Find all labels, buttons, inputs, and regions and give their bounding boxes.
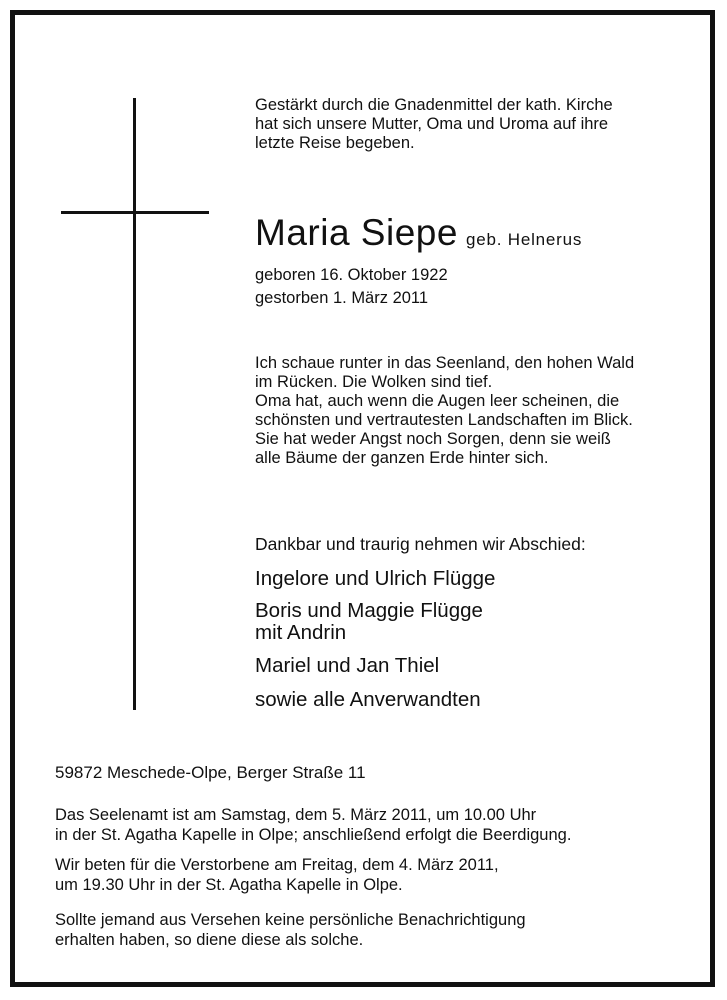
family-list xyxy=(255,566,495,712)
family-member: Mariel und Jan Thiel xyxy=(255,654,440,677)
notice-info xyxy=(55,910,526,950)
cross-icon-vertical-bar xyxy=(133,98,136,710)
poem-line: alle Bäume der ganzen Erde hinter sich. xyxy=(255,449,549,467)
poem-line: schönsten und vertrautesten Landschaften im Blick. xyxy=(255,411,633,429)
intro-line: hat sich unsere Mutter, Oma und Uroma auf ihre xyxy=(255,115,609,133)
intro-text xyxy=(255,96,613,153)
poem-line: Sie hat weder Angst noch Sorgen, denn sie weiß xyxy=(255,430,611,448)
deceased-name: Maria Siepe xyxy=(255,212,458,253)
birth-date: geboren 16. Oktober 1922 xyxy=(255,266,448,284)
service-line: in der St. Agatha Kapelle in Olpe; anschließend erfolgt die Beerdigung. xyxy=(55,826,572,844)
intro-line: Gestärkt durch die Gnadenmittel der kath. Kirche xyxy=(255,96,613,114)
family-member: Ingelore und Ulrich Flügge xyxy=(255,567,496,590)
thanks-heading: Dankbar und traurig nehmen wir Abschied: xyxy=(255,534,586,554)
prayer-line: Wir beten für die Verstorbene am Freitag, dem 4. März 2011, xyxy=(55,856,499,874)
poem-line: im Rücken. Die Wolken sind tief. xyxy=(255,373,493,391)
service-line: Das Seelenamt ist am Samstag, dem 5. März 2011, um 10.00 Uhr xyxy=(55,806,537,824)
death-date: gestorben 1. März 2011 xyxy=(255,289,429,307)
poem-line: Ich schaue runter in das Seenland, den hohen Wald xyxy=(255,354,635,372)
prayer-line: um 19.30 Uhr in der St. Agatha Kapelle in Olpe. xyxy=(55,876,403,894)
service-info xyxy=(55,805,571,845)
notice-line: erhalten haben, so diene diese als solche. xyxy=(55,931,364,949)
family-member: mit Andrin xyxy=(255,621,347,644)
poem-text xyxy=(255,354,634,468)
life-dates xyxy=(255,264,448,310)
maiden-name: geb. Helnerus xyxy=(465,230,583,249)
notice-line: Sollte jemand aus Versehen keine persönliche Benachrichtigung xyxy=(55,911,526,929)
mourning-address: 59872 Meschede-Olpe, Berger Straße 11 xyxy=(55,763,366,782)
deceased-name-line xyxy=(255,212,582,254)
cross-icon-horizontal-bar xyxy=(61,211,209,214)
prayer-info xyxy=(55,855,499,895)
family-member: sowie alle Anverwandten xyxy=(255,688,481,711)
poem-line: Oma hat, auch wenn die Augen leer scheinen, die xyxy=(255,392,620,410)
family-member: Boris und Maggie Flügge xyxy=(255,599,483,622)
intro-line: letzte Reise begeben. xyxy=(255,134,415,152)
